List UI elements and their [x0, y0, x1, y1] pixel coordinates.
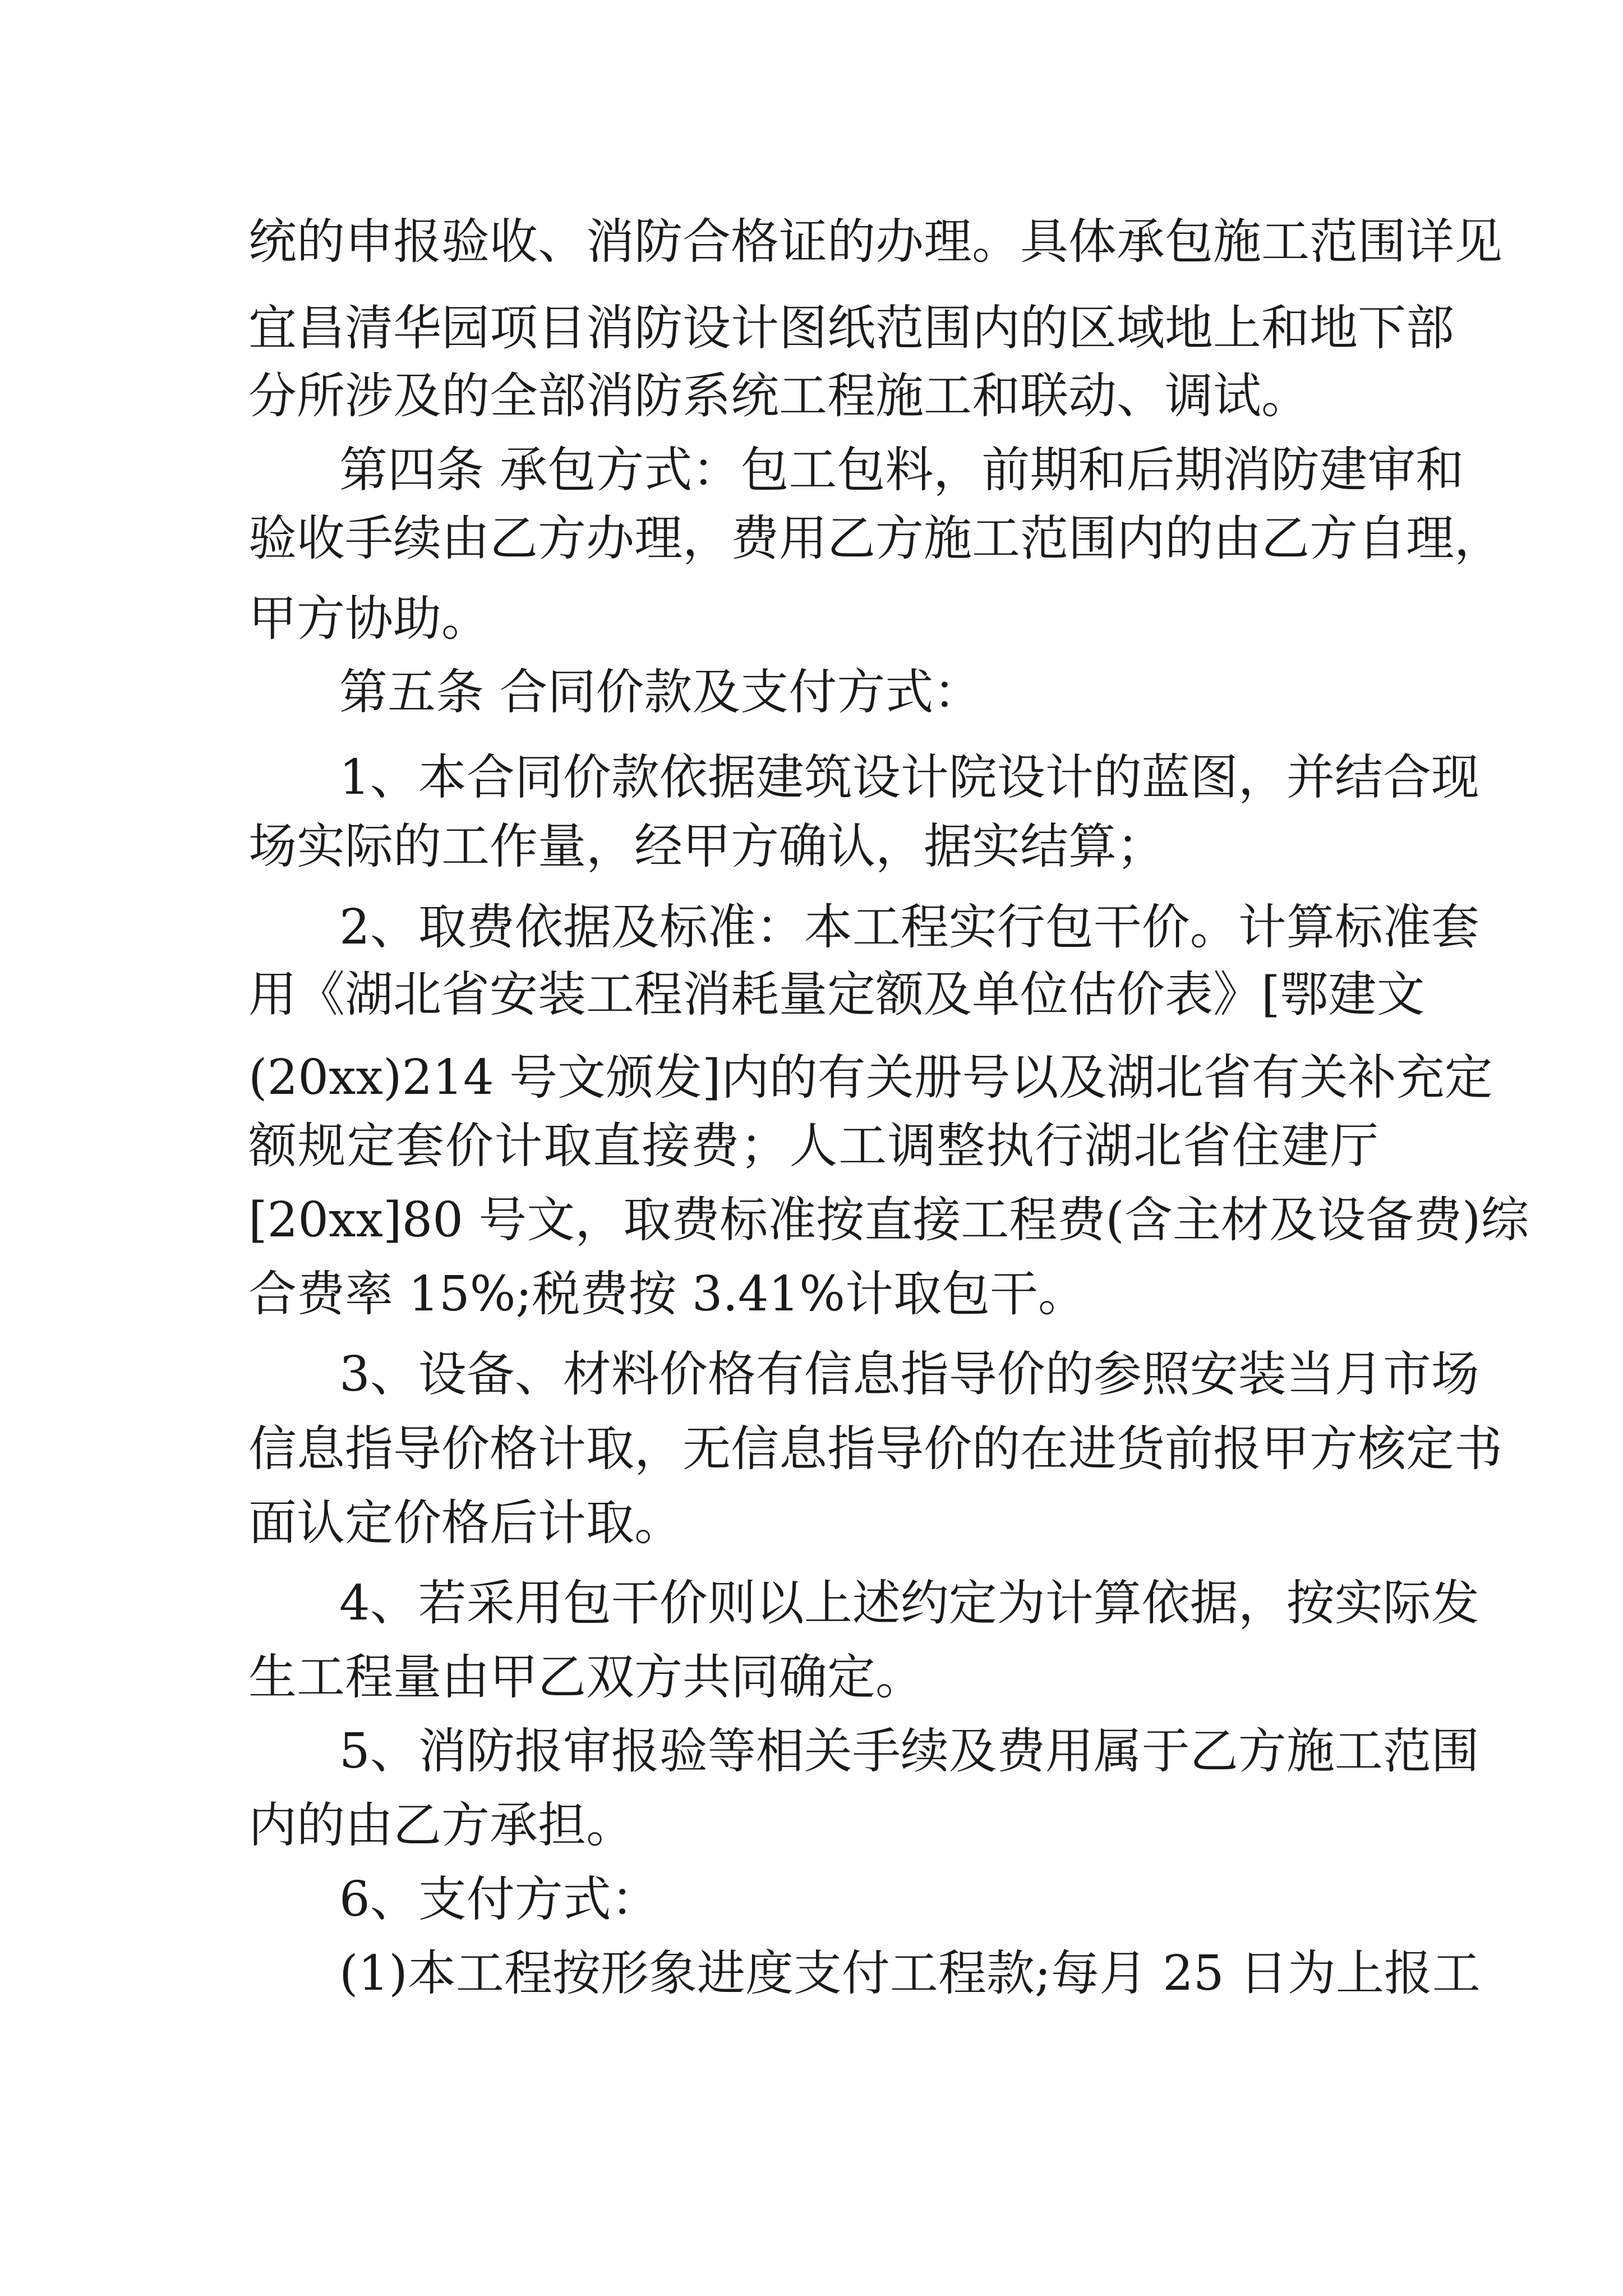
- paragraph-line: 宜昌清华园项目消防设计图纸范围内的区域地上和地下部: [248, 300, 1454, 356]
- paragraph-line: 合费率 15%;税费按 3.41%计取包干。: [248, 1266, 1086, 1322]
- paragraph-line: 甲方协助。: [248, 591, 490, 647]
- clause-5-line: 5、消防报审报验等相关手续及费用属于乙方施工范围: [339, 1723, 1479, 1779]
- paragraph-line: 验收手续由乙方办理，费用乙方施工范围内的由乙方自理，: [248, 510, 1502, 567]
- paragraph-line: [20xx]80 号文，取费标准按直接工程费(含主材及设备费)综: [248, 1192, 1529, 1248]
- paragraph-line: 面认定价格后计取。: [248, 1495, 683, 1551]
- paragraph-line: (20xx)214 号文颁发]内的有关册号以及湖北省有关补充定: [248, 1050, 1493, 1106]
- paragraph-line: 额规定套价计取直接费；人工调整执行湖北省住建厅: [248, 1118, 1378, 1174]
- clause-2-line: 2、取费依据及标准：本工程实行包干价。计算标准套: [339, 899, 1479, 955]
- paragraph-line: 分所涉及的全部消防系统工程施工和联动、调试。: [248, 368, 1310, 424]
- clause-6-line: 6、支付方式：: [339, 1871, 660, 1927]
- paragraph-line: 信息指导价格计取，无信息指导价的在进货前报甲方核定书: [248, 1421, 1502, 1477]
- paragraph-line: 场实际的工作量，经甲方确认，据实结算；: [248, 818, 1165, 875]
- clause-1-line: 1、本合同价款依据建筑设计院设计的蓝图，并结合现: [339, 749, 1479, 806]
- subclause-1-line: (1)本工程按形象进度支付工程款;每月 25 日为上报工: [339, 1945, 1481, 2001]
- article-5-heading-line: 第五条 合同价款及支付方式：: [339, 664, 982, 720]
- article-4-heading-line: 第四条 承包方式：包工包料，前期和后期消防建审和: [339, 442, 1464, 498]
- paragraph-line: 统的申报验收、消防合格证的办理。具体承包施工范围详见: [248, 214, 1502, 270]
- paragraph-line: 内的由乙方承担。: [248, 1797, 634, 1853]
- clause-3-line: 3、设备、材料价格有信息指导价的参照安装当月市场: [339, 1346, 1479, 1402]
- clause-4-line: 4、若采用包干价则以上述约定为计算依据，按实际发: [339, 1575, 1479, 1631]
- paragraph-line: 用《湖北省安装工程消耗量定额及单位估价表》[鄂建文: [248, 967, 1425, 1023]
- paragraph-line: 生工程量由甲乙双方共同确定。: [248, 1649, 924, 1705]
